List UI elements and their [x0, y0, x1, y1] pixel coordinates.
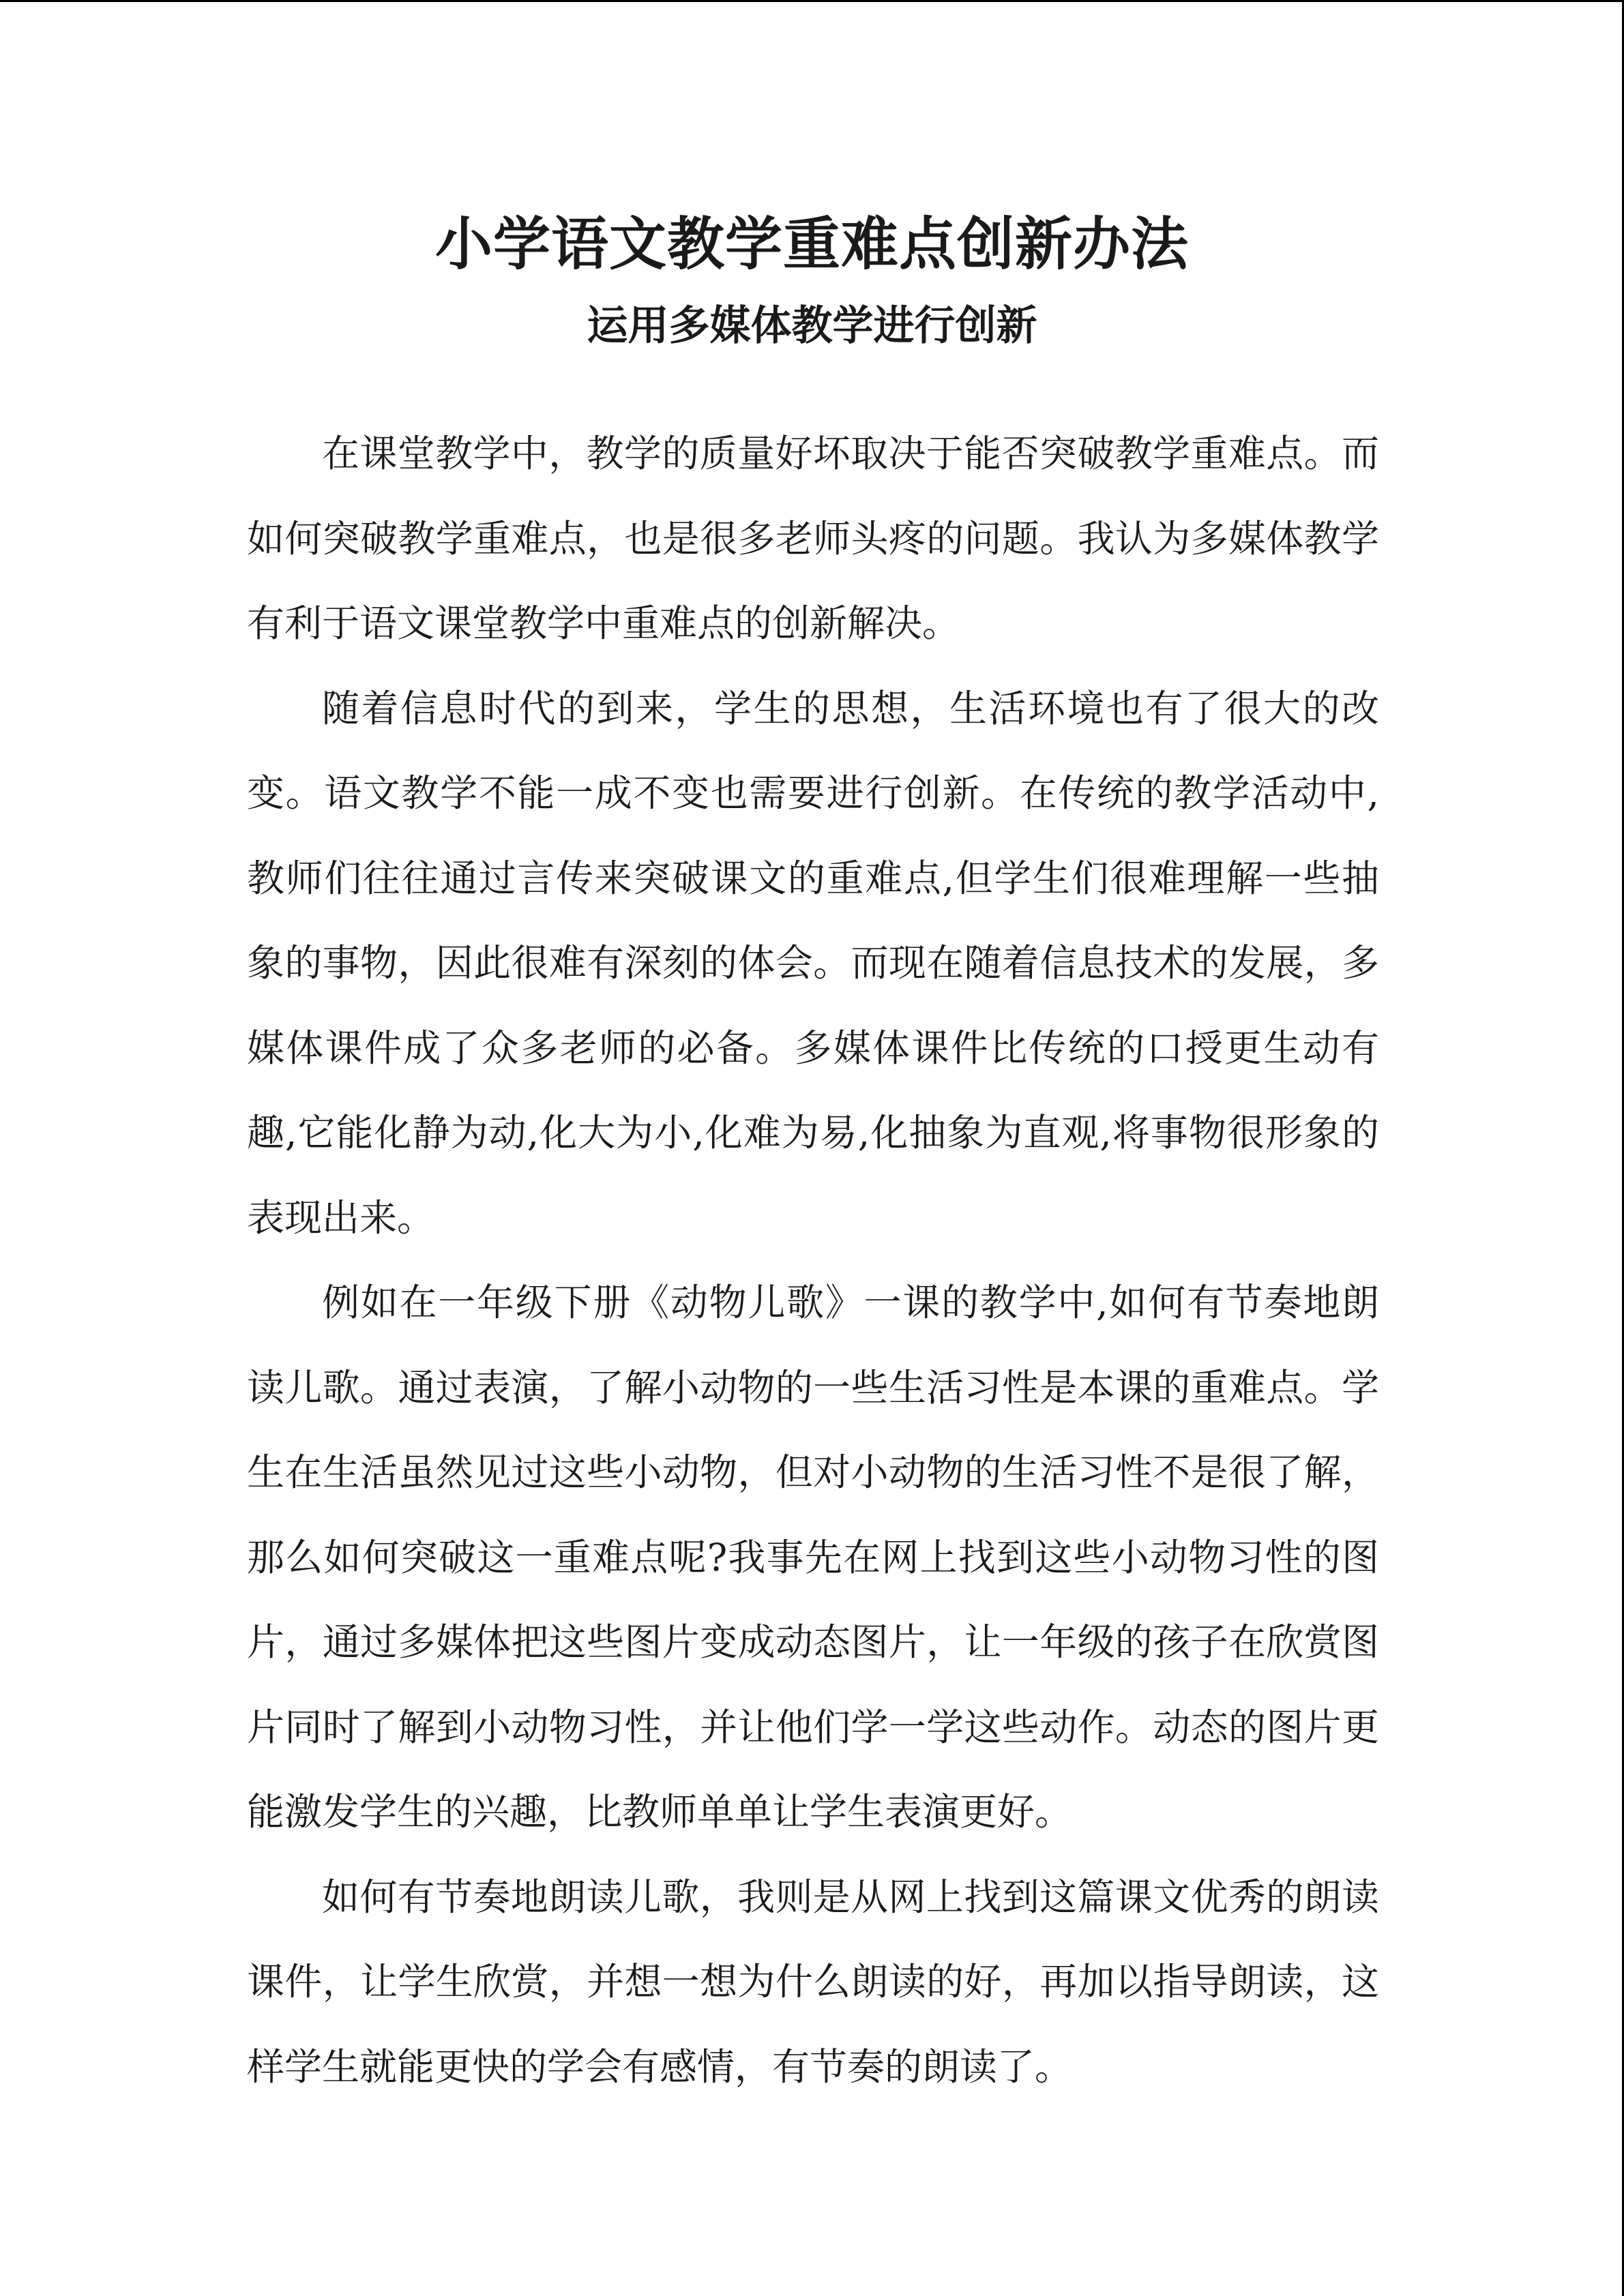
- document-body: [247, 411, 1379, 2109]
- document-title: 小学语文教学重难点创新办法: [434, 210, 1189, 278]
- paragraph-3: 例如在一年级下册《动物儿歌》一课的教学中,如何有节奏地朗读儿歌。通过表演，了解小动物的一些生活习性是本课的重难点。学生在生活虽然见过这些小动物，但对小动物的生活习性不是很了解，那么如何突破这一重难点呢?我事先在网上找到这些小动物习性的图片，通过多媒体把这些图片变成动态图片，让一年级的孩子在欣赏图片同时了解到小动物习性，并让他们学一学这些动作。动态的图片更能激发学生的兴趣，比教师单单让学生表演更好。: [247, 1281, 1379, 1834]
- paragraph-4: 如何有节奏地朗读儿歌，我则是从网上找到这篇课文优秀的朗读课件，让学生欣赏，并想一想为什么朗读的好，再加以指导朗读，这样学生就能更快的学会有感情，有节奏的朗读了。: [247, 1875, 1379, 2089]
- document-subtitle: 运用多媒体教学进行创新: [587, 302, 1037, 350]
- paragraph-2: 随着信息时代的到来，学生的思想，生活环境也有了很大的改变。语文教学不能一成不变也需要进行创新。在传统的教学活动中,教师们往往通过言传来突破课文的重难点,但学生们很难理解一些抽象的事物，因此很难有深刻的体会。而现在随着信息技术的发展，多媒体课件成了众多老师的必备。多媒体课件比传统的口授更生动有趣,它能化静为动,化大为小,化难为易,化抽象为直观,将事物很形象的表现出来。: [247, 686, 1379, 1240]
- paragraph-1: 在课堂教学中，教学的质量好坏取决于能否突破教学重难点。而如何突破教学重难点，也是很多老师头疼的问题。我认为多媒体教学有利于语文课堂教学中重难点的创新解决。: [247, 432, 1379, 645]
